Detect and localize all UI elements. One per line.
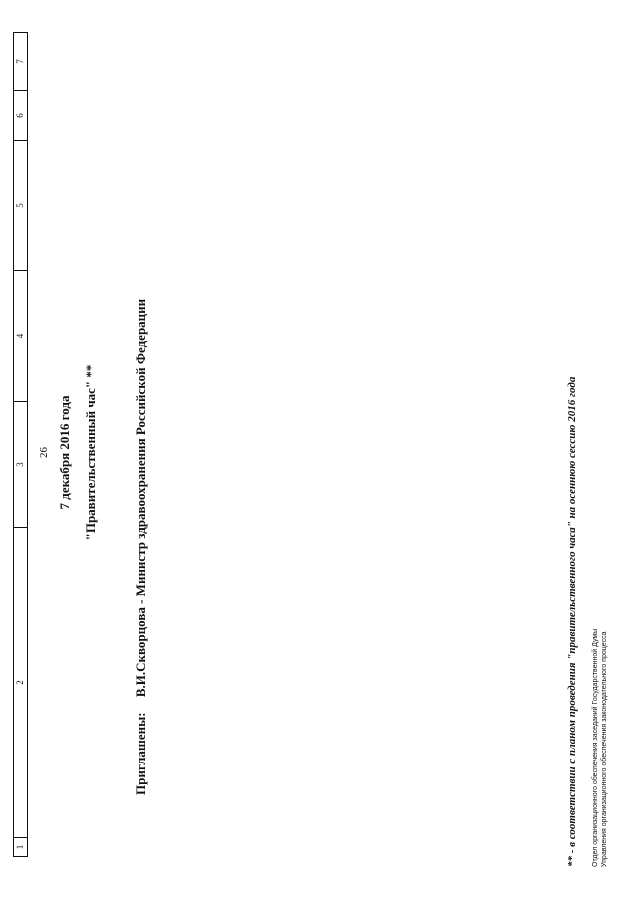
invited-person: В.И.Скворцова - Министр здравоохранения Российской Федерации	[133, 298, 148, 698]
column-number-2: 2	[14, 528, 28, 838]
column-number-7: 7	[14, 33, 28, 91]
table-header-row	[14, 33, 28, 857]
column-number-3: 3	[14, 402, 28, 528]
column-header-table	[13, 32, 28, 857]
department-line: Отдел организационного обеспечения заседаний Государственной Думы	[592, 628, 599, 867]
column-number-6: 6	[14, 91, 28, 141]
invited-label: Приглашены:	[133, 712, 148, 795]
page-number: 26	[38, 447, 50, 458]
directorate-line: Управления организационного обеспечения законодательного процесса	[601, 631, 608, 867]
column-number-4: 4	[14, 271, 28, 402]
invited-line	[133, 299, 149, 795]
session-date: 7 декабря 2016 года	[57, 395, 72, 510]
column-number-1: 1	[15, 844, 25, 850]
government-hour-title: "Правительственный час" **	[83, 364, 98, 541]
footnote: ** - в соответствии с планом проведения "правительственного часа" на осеннюю сессию 2016 года	[566, 376, 578, 867]
column-number-5: 5	[14, 141, 28, 271]
